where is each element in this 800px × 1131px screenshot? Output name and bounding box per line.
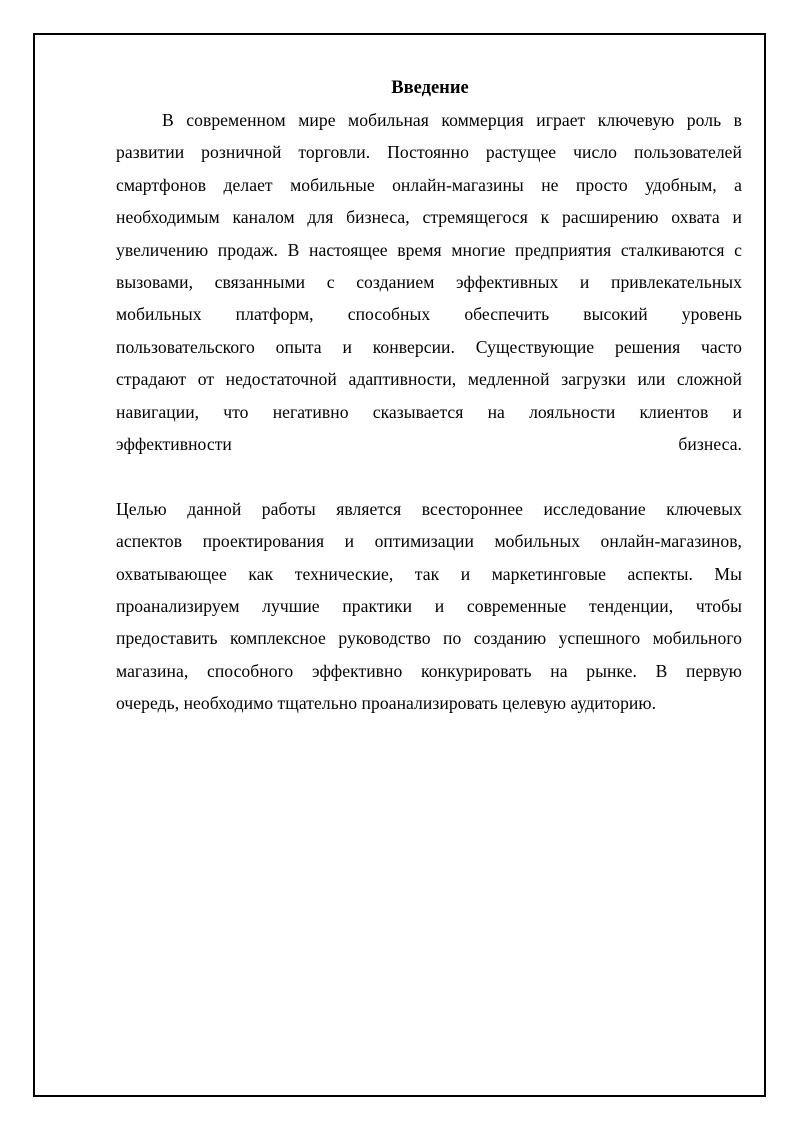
text-line: увеличению продаж. В настоящее время многие предприятия сталкиваются с <box>116 239 742 260</box>
text-line: Целью данной работы является всестороннее исследование ключевых <box>116 498 742 519</box>
paragraph-gap <box>116 460 742 492</box>
paragraph-goal <box>116 493 742 720</box>
text-line: аспектов проектирования и оптимизации мобильных онлайн-магазинов, <box>116 531 742 552</box>
text-line: эффективности бизнеса. <box>116 434 742 455</box>
text-line: страдают от недостаточной адаптивности, медленной загрузки или сложной <box>116 369 742 390</box>
text-line: пользовательского опыта и конверсии. Существующие решения часто <box>116 336 742 357</box>
text-line: В современном мире мобильная коммерция играет ключевую роль в <box>162 110 742 130</box>
document-title: Введение <box>391 78 469 98</box>
document-body <box>116 72 742 720</box>
text-line: мобильных платформ, способных обеспечить высокий уровень <box>116 304 742 325</box>
text-line: охватывающее как технические, так и маркетинговые аспекты. Мы <box>116 563 742 584</box>
text-line: предоставить комплексное руководство по созданию успешного мобильного <box>116 628 742 649</box>
text-line: смартфонов делает мобильные онлайн-магазины не просто удобным, а <box>116 174 742 195</box>
text-line: магазина, способного эффективно конкурировать на рынке. В первую <box>116 660 742 681</box>
text-line: необходимым каналом для бизнеса, стремящегося к расширению охвата и <box>116 207 742 228</box>
text-line: развитии розничной торговли. Постоянно растущее число пользователей <box>116 142 742 163</box>
text-line: навигации, что негативно сказывается на лояльности клиентов и <box>116 401 742 422</box>
text-line: проанализируем лучшие практики и современные тенденции, чтобы <box>116 596 742 617</box>
paragraph-introduction <box>116 104 742 460</box>
text-line: вызовами, связанными с созданием эффективных и привлекательных <box>116 272 742 293</box>
text-line: очередь, необходимо тщательно проанализировать целевую аудиторию. <box>116 693 657 714</box>
